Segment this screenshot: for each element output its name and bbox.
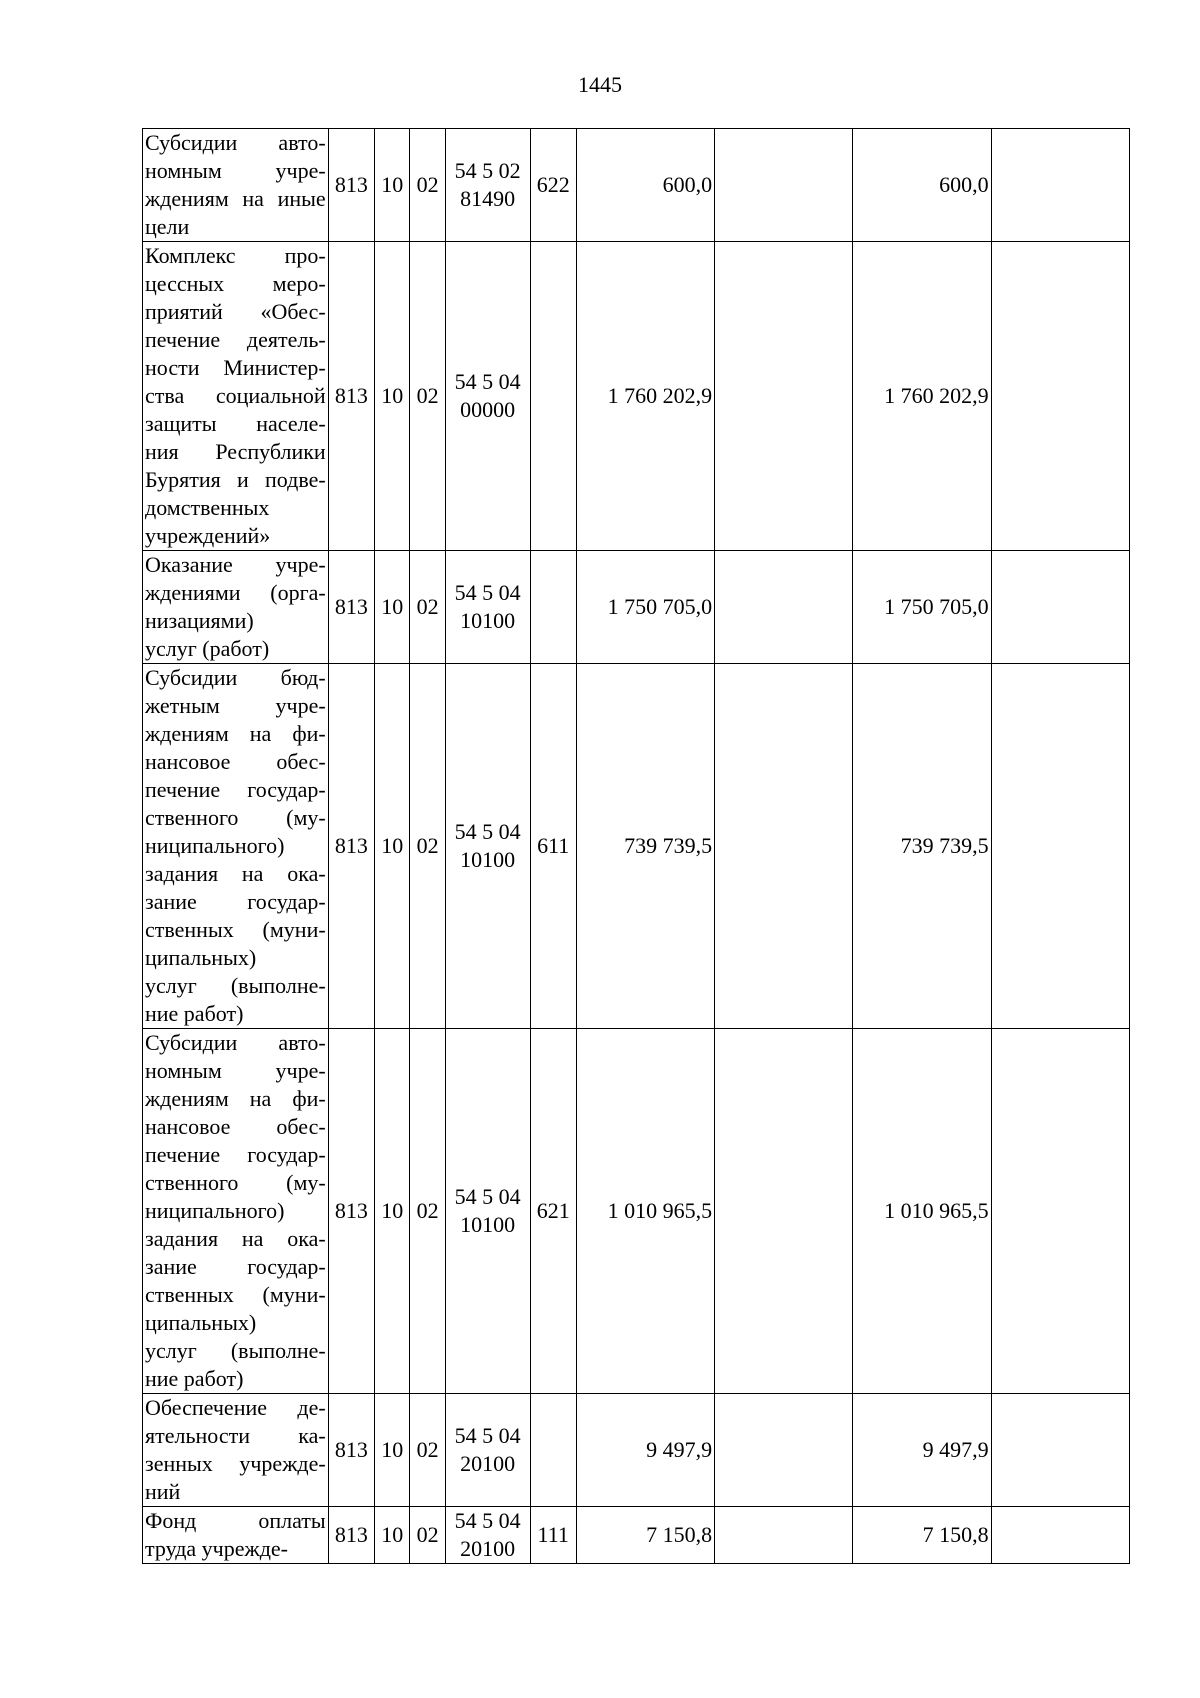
target-article-cell bbox=[445, 1507, 530, 1564]
row-name-line: защиты населе- bbox=[145, 411, 326, 436]
section-code-cell: 10 bbox=[375, 1394, 410, 1507]
amount-cell bbox=[991, 1394, 1129, 1507]
subsection-code-cell: 02 bbox=[410, 242, 445, 551]
section-code-cell: 10 bbox=[375, 1029, 410, 1394]
row-name-line: ниципального) bbox=[145, 1198, 285, 1223]
row-name-line: Субсидии авто- bbox=[145, 1030, 326, 1055]
row-name-cell bbox=[143, 1394, 329, 1507]
target-article-line: 54 5 04 bbox=[454, 1508, 521, 1533]
amount-cell bbox=[991, 242, 1129, 551]
row-name-line: ждениями (орга- bbox=[145, 580, 326, 605]
row-name-line: Комплекс про- bbox=[145, 243, 326, 268]
target-article-line: 10100 bbox=[460, 1212, 516, 1237]
row-name-line: ципальных) bbox=[145, 1310, 257, 1335]
row-name-line: учреждений» bbox=[145, 523, 271, 548]
target-article-line: 20100 bbox=[460, 1536, 516, 1561]
ministry-code-cell: 813 bbox=[328, 129, 374, 242]
target-article-line: 20100 bbox=[460, 1451, 516, 1476]
row-name-line: номным учре- bbox=[145, 1058, 326, 1083]
target-article-line: 54 5 04 bbox=[454, 369, 521, 394]
subsection-code-cell: 02 bbox=[410, 1029, 445, 1394]
row-name-line: ственного (му- bbox=[145, 1170, 326, 1195]
budget-table bbox=[142, 128, 1130, 1564]
ministry-code-cell: 813 bbox=[328, 551, 374, 664]
row-name-cell bbox=[143, 242, 329, 551]
subsection-code-cell: 02 bbox=[410, 129, 445, 242]
table-row bbox=[143, 1029, 1130, 1394]
amount-cell: 1 750 705,0 bbox=[576, 551, 714, 664]
subsection-code-cell: 02 bbox=[410, 664, 445, 1029]
row-name-line: печение государ- bbox=[145, 777, 326, 802]
row-name-line: нансовое обес- bbox=[145, 749, 326, 774]
table-row bbox=[143, 664, 1130, 1029]
row-name-line: ства социальной bbox=[145, 383, 326, 408]
target-article-cell bbox=[445, 551, 530, 664]
expense-type-cell: 622 bbox=[530, 129, 576, 242]
page-number: 1445 bbox=[578, 72, 622, 97]
amount-cell bbox=[991, 1029, 1129, 1394]
amount-cell: 1 010 965,5 bbox=[853, 1029, 991, 1394]
target-article-line: 54 5 04 bbox=[454, 819, 521, 844]
row-name-line: ственных (муни- bbox=[145, 917, 326, 942]
section-code-cell: 10 bbox=[375, 664, 410, 1029]
target-article-cell bbox=[445, 242, 530, 551]
subsection-code-cell: 02 bbox=[410, 551, 445, 664]
target-article-line: 10100 bbox=[460, 608, 516, 633]
row-name-line: нансовое обес- bbox=[145, 1114, 326, 1139]
ministry-code-cell: 813 bbox=[328, 1507, 374, 1564]
row-name-line: печение деятель- bbox=[145, 327, 326, 352]
row-name-line: приятий «Обес- bbox=[145, 299, 326, 324]
row-name-line: ственного (му- bbox=[145, 805, 326, 830]
expense-type-cell bbox=[530, 1394, 576, 1507]
row-name-line: цели bbox=[145, 214, 190, 239]
amount-cell: 739 739,5 bbox=[853, 664, 991, 1029]
amount-cell: 600,0 bbox=[853, 129, 991, 242]
row-name-line: задания на ока- bbox=[145, 1226, 326, 1251]
amount-cell bbox=[715, 242, 853, 551]
section-code-cell: 10 bbox=[375, 1507, 410, 1564]
row-name-line: ния Республики bbox=[145, 439, 326, 464]
row-name-line: услуг (выполне- bbox=[145, 973, 326, 998]
row-name-line: ние работ) bbox=[145, 1001, 244, 1026]
amount-cell bbox=[715, 1394, 853, 1507]
target-article-line: 00000 bbox=[460, 397, 516, 422]
amount-cell bbox=[715, 664, 853, 1029]
row-name-line: Бурятия и подве- bbox=[145, 467, 326, 492]
row-name-line: ждениям на фи- bbox=[145, 721, 326, 746]
expense-type-cell bbox=[530, 551, 576, 664]
row-name-line: жетным учре- bbox=[145, 693, 326, 718]
row-name-line: ждениям на фи- bbox=[145, 1086, 326, 1111]
table-row bbox=[143, 551, 1130, 664]
amount-cell bbox=[991, 1507, 1129, 1564]
row-name-line: ниципального) bbox=[145, 833, 285, 858]
amount-cell: 9 497,9 bbox=[576, 1394, 714, 1507]
row-name-cell bbox=[143, 664, 329, 1029]
amount-cell: 1 010 965,5 bbox=[576, 1029, 714, 1394]
row-name-cell bbox=[143, 129, 329, 242]
target-article-cell bbox=[445, 1029, 530, 1394]
expense-type-cell: 111 bbox=[530, 1507, 576, 1564]
amount-cell: 1 760 202,9 bbox=[853, 242, 991, 551]
row-name-cell bbox=[143, 1507, 329, 1564]
target-article-line: 81490 bbox=[460, 186, 516, 211]
ministry-code-cell: 813 bbox=[328, 242, 374, 551]
target-article-cell bbox=[445, 1394, 530, 1507]
target-article-line: 54 5 04 bbox=[454, 580, 521, 605]
expense-type-cell: 621 bbox=[530, 1029, 576, 1394]
row-name-line: Субсидии бюд- bbox=[145, 665, 326, 690]
row-name-line: Оказание учре- bbox=[145, 552, 326, 577]
table-row bbox=[143, 1394, 1130, 1507]
subsection-code-cell: 02 bbox=[410, 1507, 445, 1564]
ministry-code-cell: 813 bbox=[328, 664, 374, 1029]
amount-cell bbox=[991, 129, 1129, 242]
row-name-line: услуг (выполне- bbox=[145, 1338, 326, 1363]
table-row bbox=[143, 242, 1130, 551]
row-name-line: услуг (работ) bbox=[145, 636, 270, 661]
row-name-line: задания на ока- bbox=[145, 861, 326, 886]
ministry-code-cell: 813 bbox=[328, 1029, 374, 1394]
target-article-line: 54 5 04 bbox=[454, 1184, 521, 1209]
row-name-line: ственных (муни- bbox=[145, 1282, 326, 1307]
row-name-line: ности Министер- bbox=[145, 355, 326, 380]
amount-cell: 1 750 705,0 bbox=[853, 551, 991, 664]
target-article-line: 10100 bbox=[460, 847, 516, 872]
target-article-cell bbox=[445, 664, 530, 1029]
table-row bbox=[143, 129, 1130, 242]
row-name-line: печение государ- bbox=[145, 1142, 326, 1167]
ministry-code-cell: 813 bbox=[328, 1394, 374, 1507]
row-name-line: ципальных) bbox=[145, 945, 257, 970]
row-name-line: Обеспечение де- bbox=[145, 1395, 326, 1420]
row-name-line: ний bbox=[145, 1479, 181, 1504]
row-name-cell bbox=[143, 551, 329, 664]
amount-cell bbox=[715, 551, 853, 664]
amount-cell: 7 150,8 bbox=[576, 1507, 714, 1564]
target-article-line: 54 5 02 bbox=[454, 158, 521, 183]
row-name-line: ние работ) bbox=[145, 1366, 244, 1391]
amount-cell bbox=[715, 1029, 853, 1394]
section-code-cell: 10 bbox=[375, 129, 410, 242]
amount-cell bbox=[715, 129, 853, 242]
row-name-line: низациями) bbox=[145, 608, 254, 633]
row-name-line: Фонд оплаты bbox=[145, 1508, 326, 1533]
budget-table-body bbox=[143, 129, 1130, 1564]
section-code-cell: 10 bbox=[375, 242, 410, 551]
table-row bbox=[143, 1507, 1130, 1564]
row-name-line: труда учрежде- bbox=[145, 1536, 288, 1561]
amount-cell bbox=[991, 551, 1129, 664]
expense-type-cell bbox=[530, 242, 576, 551]
row-name-line: ятельности ка- bbox=[145, 1423, 326, 1448]
amount-cell: 7 150,8 bbox=[853, 1507, 991, 1564]
row-name-line: зание государ- bbox=[145, 889, 326, 914]
amount-cell bbox=[715, 1507, 853, 1564]
row-name-line: домственных bbox=[145, 495, 270, 520]
row-name-line: зание государ- bbox=[145, 1254, 326, 1279]
amount-cell: 600,0 bbox=[576, 129, 714, 242]
row-name-line: номным учре- bbox=[145, 158, 326, 183]
row-name-line: цессных меро- bbox=[145, 271, 326, 296]
amount-cell bbox=[991, 664, 1129, 1029]
amount-cell: 739 739,5 bbox=[576, 664, 714, 1029]
row-name-line: ждениям на иные bbox=[145, 186, 326, 211]
expense-type-cell: 611 bbox=[530, 664, 576, 1029]
row-name-line: Субсидии авто- bbox=[145, 130, 326, 155]
amount-cell: 1 760 202,9 bbox=[576, 242, 714, 551]
subsection-code-cell: 02 bbox=[410, 1394, 445, 1507]
amount-cell: 9 497,9 bbox=[853, 1394, 991, 1507]
target-article-line: 54 5 04 bbox=[454, 1423, 521, 1448]
target-article-cell bbox=[445, 129, 530, 242]
row-name-line: зенных учрежде- bbox=[145, 1451, 326, 1476]
row-name-cell bbox=[143, 1029, 329, 1394]
section-code-cell: 10 bbox=[375, 551, 410, 664]
